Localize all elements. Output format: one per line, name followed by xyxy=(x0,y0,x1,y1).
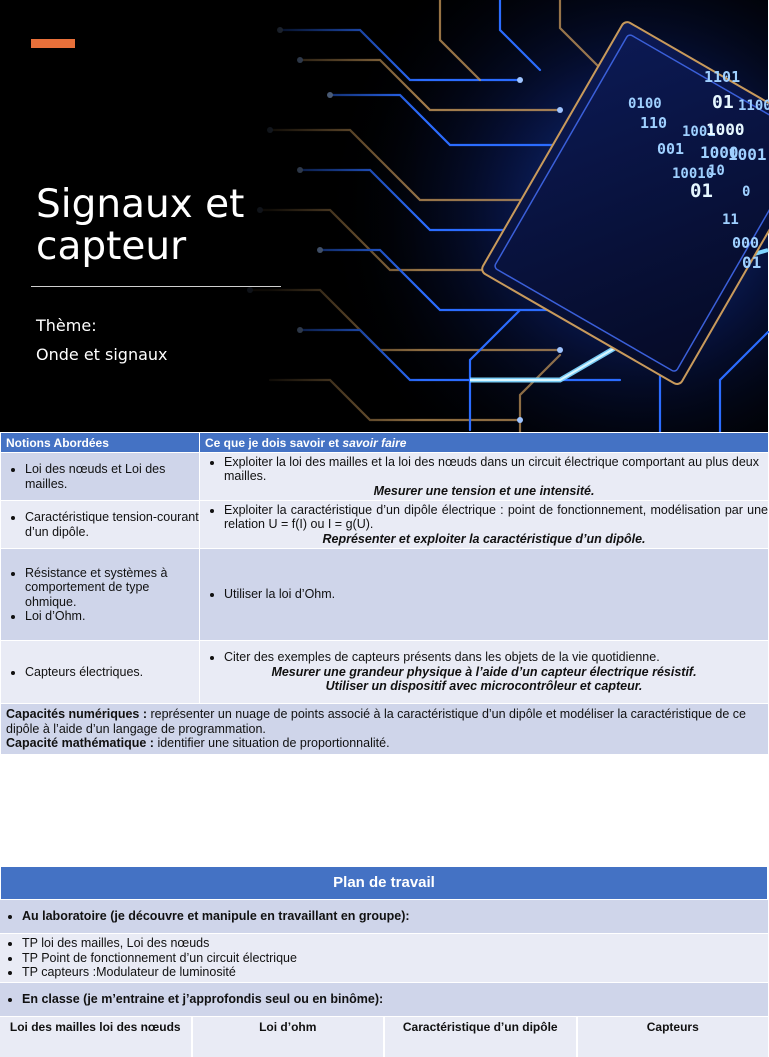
labo-row xyxy=(0,900,768,934)
notion-item: • Caractéristique tension-courant d’un dipôle. xyxy=(25,510,199,539)
emphasis-text: Mesurer une grandeur physique à l’aide d’un capteur électrique résistif. xyxy=(271,664,697,679)
theme-label: Thème: xyxy=(36,316,97,335)
theme-value: Onde et signaux xyxy=(36,345,168,364)
header-savoir: Ce que je dois savoir et savoir faire xyxy=(200,433,769,453)
theme-block xyxy=(36,311,168,369)
tp-row xyxy=(0,934,768,983)
plan-table xyxy=(0,866,768,1057)
notion-item: • Capteurs électriques. xyxy=(25,665,199,680)
capacite-math-label: Capacité mathématique : xyxy=(6,736,154,750)
capacite-math-text: identifier une situation de proportionnalité. xyxy=(153,736,390,750)
notions-table xyxy=(0,432,769,755)
notion-item: • Loi des nœuds et Loi des mailles. xyxy=(25,462,199,491)
classe-row xyxy=(0,983,768,1017)
page-title: Signaux et capteur xyxy=(36,182,245,269)
capacites-row xyxy=(1,704,769,755)
labo-heading: • Au laboratoire (je découvre et manipule en travaillant en groupe): xyxy=(22,909,410,924)
header-notions: Notions Abordées xyxy=(1,433,200,453)
table-row xyxy=(1,501,769,549)
table-row xyxy=(1,453,769,501)
column-header: Loi d’ohm xyxy=(193,1017,386,1057)
tp-item: • TP Point de fonctionnement d’un circuit électrique xyxy=(22,951,297,966)
emphasis-text: Utiliser un dispositif avec microcontrôleur et capteur. xyxy=(325,679,643,694)
tp-item: • TP capteurs :Modulateur de luminosité xyxy=(22,965,297,980)
accent-bar xyxy=(31,39,75,48)
column-header: Capteurs xyxy=(646,1020,699,1034)
capacites-num-label: Capacités numériques : xyxy=(6,707,148,721)
savoir-item: • Utiliser la loi d’Ohm. xyxy=(224,587,768,602)
table-row xyxy=(1,641,769,704)
table-row xyxy=(1,549,769,641)
hero-banner xyxy=(0,0,768,432)
notion-item: • Loi d’Ohm. xyxy=(25,609,199,624)
column-header: Caractéristique d’un dipôle xyxy=(385,1017,578,1057)
emphasis-text: Mesurer une tension et une intensité. xyxy=(373,483,595,498)
notion-item: • Résistance et systèmes à comportement de type ohmique. xyxy=(25,566,199,610)
plan-title: Plan de travail xyxy=(0,866,768,900)
classe-heading: • En classe (je m’entraine et j’approfondis seul ou en binôme): xyxy=(22,992,383,1007)
savoir-item: • Exploiter la loi des mailles et la loi des nœuds dans un circuit électrique comportant au plus deux mailles. xyxy=(224,455,768,484)
column-header: Loi des mailles loi des nœuds xyxy=(0,1017,193,1057)
emphasis-text: Représenter et exploiter la caractéristique d’un dipôle. xyxy=(322,531,646,546)
plan-columns xyxy=(0,1017,768,1057)
savoir-item: • Citer des exemples de capteurs présents dans les objets de la vie quotidienne. xyxy=(224,650,768,665)
tp-item: • TP loi des mailles, Loi des nœuds xyxy=(22,936,297,951)
title-divider xyxy=(31,286,281,287)
savoir-item: • Exploiter la caractéristique d’un dipôle électrique : point de fonctionnement, modélisation par une relation U = f(I) ou I = g(U). xyxy=(224,503,768,532)
capacites-num-text: représenter un nuage de points associé à la caractéristique d’un dipôle et modéliser la caractéristique de ce dipôle à l’aide d’un langage de programmation. xyxy=(6,707,746,736)
